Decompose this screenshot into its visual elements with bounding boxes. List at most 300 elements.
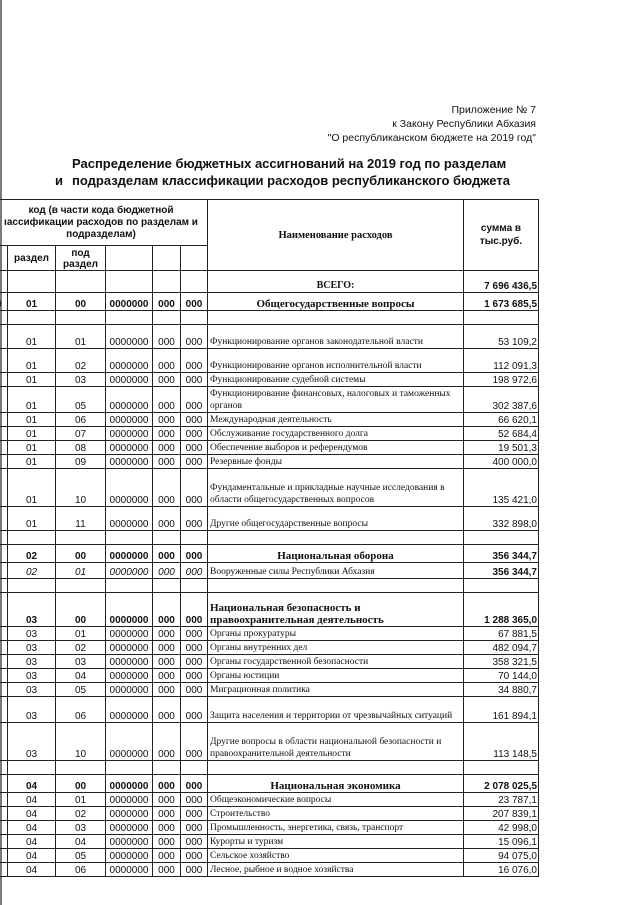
group-code: 000 bbox=[153, 821, 181, 835]
subsection-row bbox=[0, 849, 539, 863]
subsection-row bbox=[0, 863, 539, 877]
cut-off-cell bbox=[0, 455, 8, 469]
section-code: 03 bbox=[8, 655, 56, 669]
type-code: 000 bbox=[181, 427, 208, 441]
subsection-row bbox=[0, 441, 539, 455]
subsection-code: 02 bbox=[56, 641, 106, 655]
empty-cell bbox=[0, 271, 8, 293]
expense-amount: 34 880,7 bbox=[464, 683, 539, 697]
empty-cell bbox=[106, 579, 153, 593]
target-code: 0000000 bbox=[106, 507, 153, 531]
empty-cell bbox=[8, 579, 56, 593]
target-code: 0000000 bbox=[106, 835, 153, 849]
section-code: 04 bbox=[8, 821, 56, 835]
group-code: 000 bbox=[153, 507, 181, 531]
target-code: 0000000 bbox=[106, 655, 153, 669]
subsection-code: 05 bbox=[56, 849, 106, 863]
section-code: 01 bbox=[8, 469, 56, 507]
empty-cell bbox=[106, 271, 153, 293]
group-code: 000 bbox=[153, 387, 181, 413]
type-code: 000 bbox=[181, 863, 208, 877]
expense-name: Функционирование органов исполнительной власти bbox=[208, 349, 464, 373]
expense-name: Органы прокуратуры bbox=[208, 627, 464, 641]
subsection-row bbox=[0, 455, 539, 469]
empty-cell bbox=[0, 311, 8, 325]
cut-off-cell bbox=[0, 863, 8, 877]
cut-off-cell bbox=[0, 821, 8, 835]
section-code: 03 bbox=[8, 697, 56, 723]
target-code: 0000000 bbox=[106, 373, 153, 387]
section-row bbox=[0, 775, 539, 793]
type-code: 000 bbox=[181, 593, 208, 627]
subsection-row bbox=[0, 669, 539, 683]
subsection-row bbox=[0, 821, 539, 835]
expense-name: Защита населения и территории от чрезвычайных ситуаций bbox=[208, 697, 464, 723]
type-code: 000 bbox=[181, 293, 208, 311]
expense-amount: 482 094,7 bbox=[464, 641, 539, 655]
empty-cell bbox=[0, 531, 8, 545]
expense-amount: 67 881,5 bbox=[464, 627, 539, 641]
subsection-code: 11 bbox=[56, 507, 106, 531]
cut-off-cell bbox=[0, 469, 8, 507]
cut-off-cell bbox=[0, 293, 8, 311]
target-code: 0000000 bbox=[106, 427, 153, 441]
empty-cell bbox=[208, 311, 464, 325]
type-code: 000 bbox=[181, 441, 208, 455]
group-code: 000 bbox=[153, 373, 181, 387]
type-code: 000 bbox=[181, 373, 208, 387]
expense-name: Общеэкономические вопросы bbox=[208, 793, 464, 807]
expense-name: Национальная оборона bbox=[208, 545, 464, 563]
cut-off-cell bbox=[0, 849, 8, 863]
subsection-code: 04 bbox=[56, 669, 106, 683]
section-code: 03 bbox=[8, 641, 56, 655]
group-code: 000 bbox=[153, 669, 181, 683]
empty-cell bbox=[153, 531, 181, 545]
expense-name: Обеспечение выборов и референдумов bbox=[208, 441, 464, 455]
subsection-row bbox=[0, 427, 539, 441]
section-code: 04 bbox=[8, 849, 56, 863]
expense-name: Функционирование финансовых, налоговых и таможенных органов bbox=[208, 387, 464, 413]
cut-off-cell bbox=[0, 325, 8, 349]
title-line-2-text: подразделам классификации расходов республиканского бюджета bbox=[72, 173, 510, 188]
empty-cell bbox=[181, 531, 208, 545]
group-code: 000 bbox=[153, 697, 181, 723]
expense-name: Строительство bbox=[208, 807, 464, 821]
subsection-code: 01 bbox=[56, 563, 106, 579]
empty-cell bbox=[8, 531, 56, 545]
expense-amount: 400 000,0 bbox=[464, 455, 539, 469]
expense-name: Национальная экономика bbox=[208, 775, 464, 793]
section-code: 03 bbox=[8, 627, 56, 641]
empty-cell bbox=[181, 761, 208, 775]
section-code: 01 bbox=[8, 441, 56, 455]
subsection-row bbox=[0, 413, 539, 427]
expense-name: Общегосударственные вопросы bbox=[208, 293, 464, 311]
target-code: 0000000 bbox=[106, 469, 153, 507]
group-code: 000 bbox=[153, 835, 181, 849]
empty-cell bbox=[153, 579, 181, 593]
expense-name: Сельское хозяйство bbox=[208, 849, 464, 863]
subsection-code: 02 bbox=[56, 349, 106, 373]
target-code: 0000000 bbox=[106, 387, 153, 413]
target-code: 0000000 bbox=[106, 325, 153, 349]
subsection-code: 01 bbox=[56, 793, 106, 807]
section-code: 03 bbox=[8, 669, 56, 683]
subsection-code: 08 bbox=[56, 441, 106, 455]
expense-name: Миграционная политика bbox=[208, 683, 464, 697]
empty-cell bbox=[106, 311, 153, 325]
expense-name: Международная деятельность bbox=[208, 413, 464, 427]
expense-amount: 66 620,1 bbox=[464, 413, 539, 427]
cut-off-cell bbox=[0, 507, 8, 531]
cut-off-cell bbox=[0, 775, 8, 793]
expense-amount: 70 144,0 bbox=[464, 669, 539, 683]
subsection-code: 09 bbox=[56, 455, 106, 469]
target-code: 0000000 bbox=[106, 413, 153, 427]
section-code: 01 bbox=[8, 427, 56, 441]
section-code: 02 bbox=[8, 545, 56, 563]
subsection-row bbox=[0, 807, 539, 821]
empty-cell bbox=[56, 531, 106, 545]
subsection-row bbox=[0, 835, 539, 849]
expense-amount: 19 501,3 bbox=[464, 441, 539, 455]
target-code: 0000000 bbox=[106, 807, 153, 821]
type-code: 000 bbox=[181, 669, 208, 683]
cut-off-cell bbox=[0, 835, 8, 849]
type-code: 000 bbox=[181, 775, 208, 793]
type-code: 000 bbox=[181, 413, 208, 427]
empty-cell bbox=[8, 311, 56, 325]
group-code: 000 bbox=[153, 441, 181, 455]
expense-amount: 198 972,6 bbox=[464, 373, 539, 387]
expense-amount: 356 344,7 bbox=[464, 545, 539, 563]
section-code: 04 bbox=[8, 793, 56, 807]
target-code: 0000000 bbox=[106, 627, 153, 641]
empty-cell bbox=[464, 311, 539, 325]
expense-name: Органы государственной безопасности bbox=[208, 655, 464, 669]
group-code: 000 bbox=[153, 655, 181, 669]
type-code: 000 bbox=[181, 469, 208, 507]
annex-header bbox=[328, 103, 536, 145]
subsection-row bbox=[0, 697, 539, 723]
type-code: 000 bbox=[181, 835, 208, 849]
empty-cell bbox=[181, 579, 208, 593]
target-code: 0000000 bbox=[106, 293, 153, 311]
subsection-row bbox=[0, 469, 539, 507]
cut-off-cell bbox=[0, 641, 8, 655]
subsection-code: 02 bbox=[56, 807, 106, 821]
group-code: 000 bbox=[153, 683, 181, 697]
subsection-code: 00 bbox=[56, 775, 106, 793]
target-code: 0000000 bbox=[106, 697, 153, 723]
section-code: 03 bbox=[8, 723, 56, 761]
subsection-row bbox=[0, 373, 539, 387]
header-code-group2 bbox=[153, 246, 181, 271]
expense-amount: 1 673 685,5 bbox=[464, 293, 539, 311]
subsection-code: 06 bbox=[56, 697, 106, 723]
empty-cell bbox=[56, 579, 106, 593]
subsection-row bbox=[0, 641, 539, 655]
target-code: 0000000 bbox=[106, 593, 153, 627]
expense-name: Национальная безопасность и правоохранительная деятельность bbox=[208, 593, 464, 627]
expense-name: Органы внутренних дел bbox=[208, 641, 464, 655]
subsection-code: 10 bbox=[56, 469, 106, 507]
expense-amount: 302 387,6 bbox=[464, 387, 539, 413]
cut-off-cell bbox=[0, 807, 8, 821]
cut-off-cell bbox=[0, 627, 8, 641]
annex-law-ref: к Закону Республики Абхазия bbox=[392, 118, 536, 130]
annex-number: Приложение № 7 bbox=[451, 104, 536, 116]
expense-amount: 94 075,0 bbox=[464, 849, 539, 863]
section-code: 01 bbox=[8, 293, 56, 311]
empty-cell bbox=[464, 579, 539, 593]
cut-off-cell bbox=[0, 373, 8, 387]
section-row bbox=[0, 293, 539, 311]
section-code: 03 bbox=[8, 683, 56, 697]
subsection-code: 03 bbox=[56, 373, 106, 387]
section-row bbox=[0, 545, 539, 563]
type-code: 000 bbox=[181, 697, 208, 723]
section-code: 01 bbox=[8, 349, 56, 373]
target-code: 0000000 bbox=[106, 775, 153, 793]
type-code: 000 bbox=[181, 849, 208, 863]
empty-cell bbox=[208, 579, 464, 593]
empty-cell bbox=[0, 579, 8, 593]
annex-law-title: "О республиканском бюджете на 2019 год" bbox=[327, 132, 536, 144]
total-row bbox=[0, 271, 539, 293]
cut-off-cell bbox=[0, 441, 8, 455]
spacer-row bbox=[0, 531, 539, 545]
empty-cell bbox=[153, 311, 181, 325]
expense-amount: 332 898,0 bbox=[464, 507, 539, 531]
subsection-row bbox=[0, 627, 539, 641]
cut-off-cell bbox=[0, 683, 8, 697]
subsection-code: 01 bbox=[56, 325, 106, 349]
group-code: 000 bbox=[153, 849, 181, 863]
subsection-code: 06 bbox=[56, 863, 106, 877]
group-code: 000 bbox=[153, 413, 181, 427]
group-code: 000 bbox=[153, 863, 181, 877]
target-code: 0000000 bbox=[106, 669, 153, 683]
target-code: 0000000 bbox=[106, 821, 153, 835]
title-line-2 bbox=[55, 172, 510, 189]
expense-name: Резервные фонды bbox=[208, 455, 464, 469]
header-subsection: под раздел bbox=[56, 246, 106, 271]
type-code: 000 bbox=[181, 349, 208, 373]
subsection-code: 05 bbox=[56, 683, 106, 697]
empty-cell bbox=[153, 271, 181, 293]
subsection-code: 03 bbox=[56, 655, 106, 669]
section-code: 03 bbox=[8, 593, 56, 627]
group-code: 000 bbox=[153, 641, 181, 655]
empty-cell bbox=[106, 761, 153, 775]
expense-name: Обслуживание государственного долга bbox=[208, 427, 464, 441]
subsection-code: 05 bbox=[56, 387, 106, 413]
cut-off-cell bbox=[0, 697, 8, 723]
subsection-row bbox=[0, 387, 539, 413]
expense-amount: 16 076,0 bbox=[464, 863, 539, 877]
target-code: 0000000 bbox=[106, 683, 153, 697]
title-conjunction: и bbox=[55, 173, 63, 188]
subsection-row bbox=[0, 683, 539, 697]
section-code: 01 bbox=[8, 413, 56, 427]
spacer-row bbox=[0, 761, 539, 775]
empty-cell bbox=[464, 531, 539, 545]
header-code-group: код (в части кода бюджетной ıассификации расходов по разделам и подразделам) bbox=[0, 200, 208, 246]
target-code: 0000000 bbox=[106, 455, 153, 469]
expense-amount: 135 421,0 bbox=[464, 469, 539, 507]
expense-name: Другие общегосударственные вопросы bbox=[208, 507, 464, 531]
title-line-1: Распределение бюджетных ассигнований на 2019 год по разделам bbox=[72, 156, 507, 171]
type-code: 000 bbox=[181, 723, 208, 761]
spacer-row bbox=[0, 579, 539, 593]
header-amount: сумма в тыс.руб. bbox=[464, 200, 539, 271]
empty-cell bbox=[153, 761, 181, 775]
header-section: раздел bbox=[8, 246, 56, 271]
type-code: 000 bbox=[181, 655, 208, 669]
total-amount: 7 696 436,5 bbox=[464, 271, 539, 293]
subsection-code: 07 bbox=[56, 427, 106, 441]
subsection-row bbox=[0, 655, 539, 669]
target-code: 0000000 bbox=[106, 545, 153, 563]
spacer-row bbox=[0, 311, 539, 325]
cut-off-cell bbox=[0, 593, 8, 627]
type-code: 000 bbox=[181, 627, 208, 641]
cut-off-cell bbox=[0, 349, 8, 373]
group-code: 000 bbox=[153, 469, 181, 507]
subsection-code: 00 bbox=[56, 593, 106, 627]
target-code: 0000000 bbox=[106, 723, 153, 761]
subsection-row bbox=[0, 563, 539, 579]
section-code: 01 bbox=[8, 325, 56, 349]
type-code: 000 bbox=[181, 807, 208, 821]
cut-off-cell bbox=[0, 413, 8, 427]
expense-amount: 112 091,3 bbox=[464, 349, 539, 373]
type-code: 000 bbox=[181, 455, 208, 469]
expense-amount: 52 684,4 bbox=[464, 427, 539, 441]
cut-off-cell bbox=[0, 655, 8, 669]
section-code: 01 bbox=[8, 387, 56, 413]
empty-cell bbox=[8, 271, 56, 293]
subsection-code: 01 bbox=[56, 627, 106, 641]
target-code: 0000000 bbox=[106, 793, 153, 807]
subsection-row bbox=[0, 793, 539, 807]
cut-off-cell bbox=[0, 793, 8, 807]
subsection-code: 10 bbox=[56, 723, 106, 761]
cut-off-cell bbox=[0, 427, 8, 441]
budget-table bbox=[0, 199, 539, 877]
target-code: 0000000 bbox=[106, 863, 153, 877]
header-code-target bbox=[106, 246, 153, 271]
expense-amount: 207 839,1 bbox=[464, 807, 539, 821]
section-code: 01 bbox=[8, 455, 56, 469]
cut-off-cell bbox=[0, 563, 8, 579]
section-code: 01 bbox=[8, 373, 56, 387]
empty-cell bbox=[208, 761, 464, 775]
type-code: 000 bbox=[181, 387, 208, 413]
group-code: 000 bbox=[153, 807, 181, 821]
empty-cell bbox=[181, 311, 208, 325]
subsection-code: 00 bbox=[56, 293, 106, 311]
section-code: 02 bbox=[8, 563, 56, 579]
target-code: 0000000 bbox=[106, 349, 153, 373]
expense-name: Функционирование судебной системы bbox=[208, 373, 464, 387]
section-code: 01 bbox=[8, 507, 56, 531]
group-code: 000 bbox=[153, 723, 181, 761]
group-code: 000 bbox=[153, 593, 181, 627]
cut-off-cell bbox=[0, 723, 8, 761]
subsection-code: 06 bbox=[56, 413, 106, 427]
header-code-type bbox=[181, 246, 208, 271]
empty-cell bbox=[56, 271, 106, 293]
section-row bbox=[0, 593, 539, 627]
target-code: 0000000 bbox=[106, 441, 153, 455]
subsection-row bbox=[0, 507, 539, 531]
expense-amount: 113 148,5 bbox=[464, 723, 539, 761]
expense-amount: 53 109,2 bbox=[464, 325, 539, 349]
group-code: 000 bbox=[153, 427, 181, 441]
target-code: 0000000 bbox=[106, 849, 153, 863]
group-code: 000 bbox=[153, 349, 181, 373]
subsection-row bbox=[0, 349, 539, 373]
type-code: 000 bbox=[181, 683, 208, 697]
type-code: 000 bbox=[181, 325, 208, 349]
cut-off-cell bbox=[0, 545, 8, 563]
group-code: 000 bbox=[153, 793, 181, 807]
group-code: 000 bbox=[153, 563, 181, 579]
expense-amount: 358 321,5 bbox=[464, 655, 539, 669]
type-code: 000 bbox=[181, 641, 208, 655]
expense-name: Курорты и туризм bbox=[208, 835, 464, 849]
expense-name: Лесное, рыбное и водное хозяйства bbox=[208, 863, 464, 877]
group-code: 000 bbox=[153, 325, 181, 349]
expense-name: Функционирование органов законодательной власти bbox=[208, 325, 464, 349]
cut-off-cell bbox=[0, 669, 8, 683]
empty-cell bbox=[106, 531, 153, 545]
subsection-row bbox=[0, 723, 539, 761]
expense-name: Промышленность, энергетика, связь, транспорт bbox=[208, 821, 464, 835]
cut-off-cell bbox=[0, 387, 8, 413]
group-code: 000 bbox=[153, 455, 181, 469]
header-name: Наименование расходов bbox=[208, 200, 464, 271]
empty-cell bbox=[464, 761, 539, 775]
subsection-code: 04 bbox=[56, 835, 106, 849]
empty-cell bbox=[56, 311, 106, 325]
total-label: ВСЕГО: bbox=[208, 271, 464, 293]
subsection-code: 03 bbox=[56, 821, 106, 835]
empty-cell bbox=[0, 761, 8, 775]
expense-amount: 15 096,1 bbox=[464, 835, 539, 849]
type-code: 000 bbox=[181, 793, 208, 807]
target-code: 0000000 bbox=[106, 641, 153, 655]
empty-cell bbox=[208, 531, 464, 545]
empty-cell bbox=[56, 761, 106, 775]
empty-cell bbox=[8, 761, 56, 775]
section-code: 04 bbox=[8, 775, 56, 793]
type-code: 000 bbox=[181, 545, 208, 563]
expense-name: Другие вопросы в области национальной безопасности и правоохранительной деятельности bbox=[208, 723, 464, 761]
group-code: 000 bbox=[153, 627, 181, 641]
type-code: 000 bbox=[181, 563, 208, 579]
target-code: 0000000 bbox=[106, 563, 153, 579]
empty-cell bbox=[181, 271, 208, 293]
group-code: 000 bbox=[153, 545, 181, 563]
expense-amount: 161 894,1 bbox=[464, 697, 539, 723]
subsection-row bbox=[0, 325, 539, 349]
header-cut-cell bbox=[0, 246, 8, 271]
section-code: 04 bbox=[8, 863, 56, 877]
